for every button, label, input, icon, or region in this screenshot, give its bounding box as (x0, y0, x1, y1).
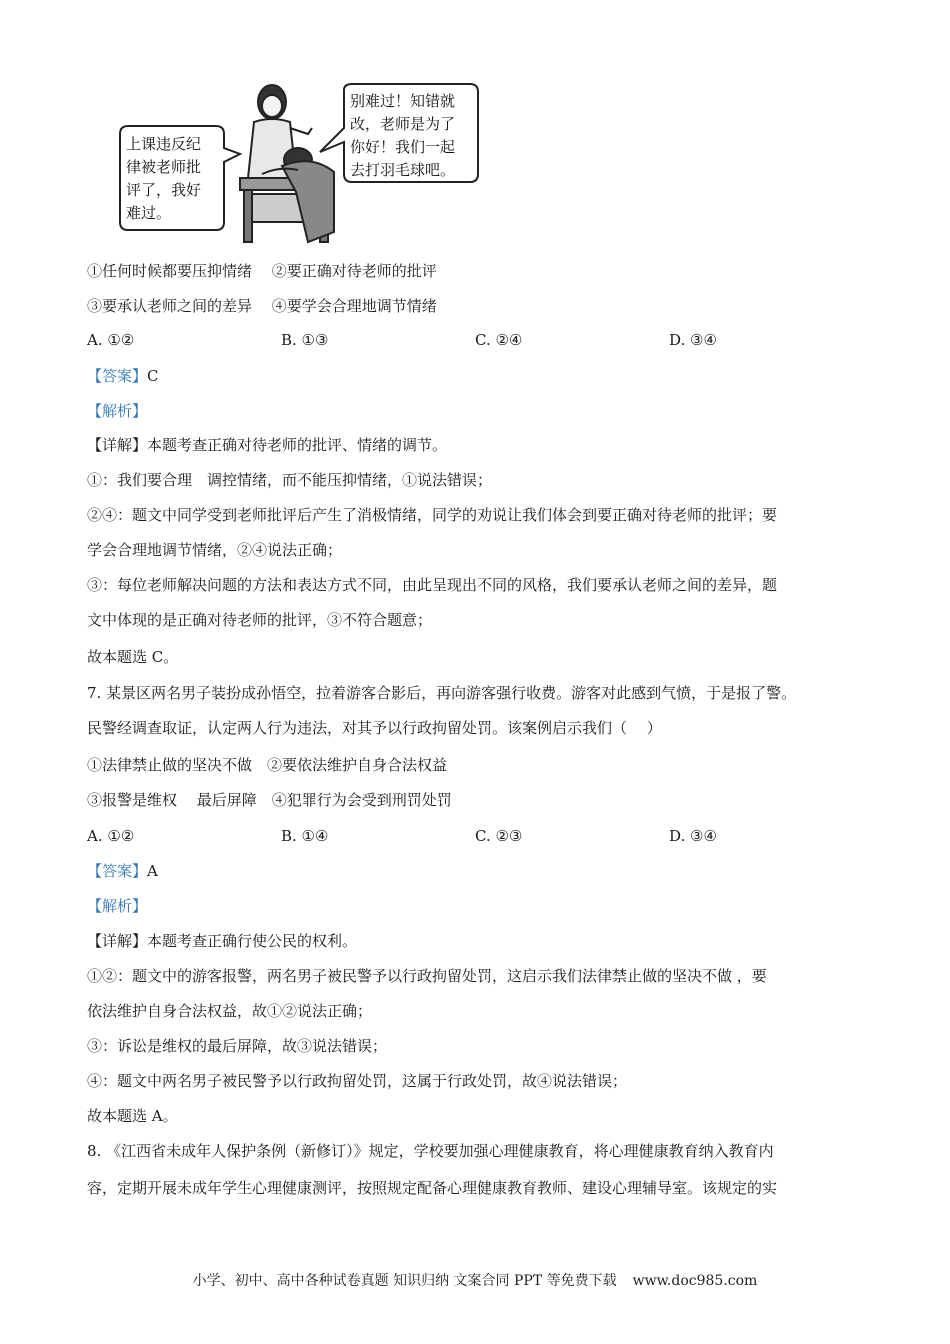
q6-explanation-line: ②④：题文中同学受到老师批评后产生了消极情绪，同学的劝说让我们体会到要正确对待老师的批评；要 (87, 506, 778, 524)
q6-option-d: D. ③④ (669, 331, 717, 349)
q7-detail (87, 931, 870, 951)
q7-statements-2: ③报警是维权 最后屏障 ④犯罪行为会受到刑罚处罚 (87, 791, 452, 809)
footer-url-link[interactable]: www.doc985.com (632, 1273, 758, 1289)
q7-analysis-heading (87, 896, 870, 916)
q6-option-a: A. ①② (87, 331, 135, 349)
q6-conclusion: 故本题选 C。 (87, 648, 179, 666)
detail-tag: 【详解】 (87, 436, 148, 454)
q6-explanation-line: ③：每位老师解决问题的方法和表达方式不同，由此呈现出不同的风格，我们要承认老师之间的差异，题 (87, 576, 778, 594)
analysis-tag: 【解析】 (87, 897, 148, 915)
q7-detail-text: 本题考查正确行使公民的权利。 (147, 932, 358, 950)
page-footer (0, 1270, 950, 1290)
q6-option-c: C. ②④ (475, 331, 523, 349)
detail-tag: 【详解】 (87, 932, 148, 950)
q7-explanation-line: 依法维护自身合法权益，故①②说法正确； (87, 1002, 373, 1020)
q7-explanation-line: ④：题文中两名男子被民警予以行政拘留处罚，这属于行政处罚，故④说法错误； (87, 1072, 628, 1090)
q7-option-d: D. ③④ (669, 827, 717, 845)
left-bubble-line-3: 评了，我好 (126, 181, 202, 199)
right-bubble-line-3: 你好！我们一起 (350, 138, 456, 156)
q7-stem-line-1: 7. 某景区两名男子装扮成孙悟空，拉着游客合影后，再向游客强行收费。游客对此感到气愤，于是报了警。 (87, 684, 797, 702)
q6-statements-1: ①任何时候都要压抑情绪 ②要正确对待老师的批评 (87, 262, 437, 280)
q7-answer (87, 861, 870, 881)
left-bubble-line-2: 律被老师批 (126, 158, 202, 176)
q6-answer-value: C (147, 367, 159, 385)
q7-answer-value: A (147, 862, 158, 880)
right-bubble-line-2: 改，老师是为了 (350, 115, 456, 133)
footer-text: 小学、初中、高中各种试卷真题 知识归纳 文案合同 PPT 等免费下载 (192, 1273, 617, 1289)
q6-answer (87, 366, 870, 386)
analysis-tag: 【解析】 (87, 402, 148, 420)
answer-tag: 【答案】 (87, 862, 148, 880)
right-bubble-line-4: 去打羽毛球吧。 (350, 161, 456, 179)
q8-stem-line-1: 8. 《江西省未成年人保护条例（新修订）》规定，学校要加强心理健康教育，将心理健康教育纳入教育内 (87, 1142, 774, 1160)
q7-statements-1: ①法律禁止做的坚决不做 ②要依法维护自身合法权益 (87, 756, 448, 774)
q6-option-b: B. ①③ (281, 331, 329, 349)
q7-explanation-line: ①②：题文中的游客报警，两名男子被民警予以行政拘留处罚，这启示我们法律禁止做的坚决不做 ，要 (87, 967, 767, 985)
q6-explanation-line: ①：我们要合理 调控情绪，而不能压抑情绪，①说法错误； (87, 471, 493, 489)
left-bubble-line-1: 上课违反纪 (126, 135, 202, 153)
q6-explanation-line: 文中体现的是正确对待老师的批评，③不符合题意； (87, 611, 433, 629)
q6-statements-2: ③要承认老师之间的差异 ④要学会合理地调节情绪 (87, 297, 437, 315)
q8-stem-line-2: 容，定期开展未成年学生心理健康测评，按照规定配备心理健康教育教师、建设心理辅导室。该规定的实 (87, 1179, 778, 1197)
illustration-teacher-student (112, 82, 480, 244)
q7-conclusion: 故本题选 A。 (87, 1107, 178, 1125)
q6-detail (87, 435, 870, 455)
q7-stem-line-2: 民警经调查取证，认定两人行为违法，对其予以行政拘留处罚。该案例启示我们（ ） (87, 719, 662, 737)
q7-option-b: B. ①④ (281, 827, 329, 845)
q6-explanation-line: 学会合理地调节情绪，②④说法正确； (87, 541, 343, 559)
left-bubble-line-4: 难过。 (126, 204, 172, 222)
q6-detail-text: 本题考查正确对待老师的批评、情绪的调节。 (147, 436, 448, 454)
q7-option-c: C. ②③ (475, 827, 523, 845)
q7-explanation-line: ③：诉讼是维权的最后屏障，故③说法错误； (87, 1037, 388, 1055)
q7-option-a: A. ①② (87, 827, 135, 845)
answer-tag: 【答案】 (87, 367, 148, 385)
q6-analysis-heading (87, 401, 870, 421)
right-bubble-line-1: 别难过！知错就 (350, 92, 456, 110)
